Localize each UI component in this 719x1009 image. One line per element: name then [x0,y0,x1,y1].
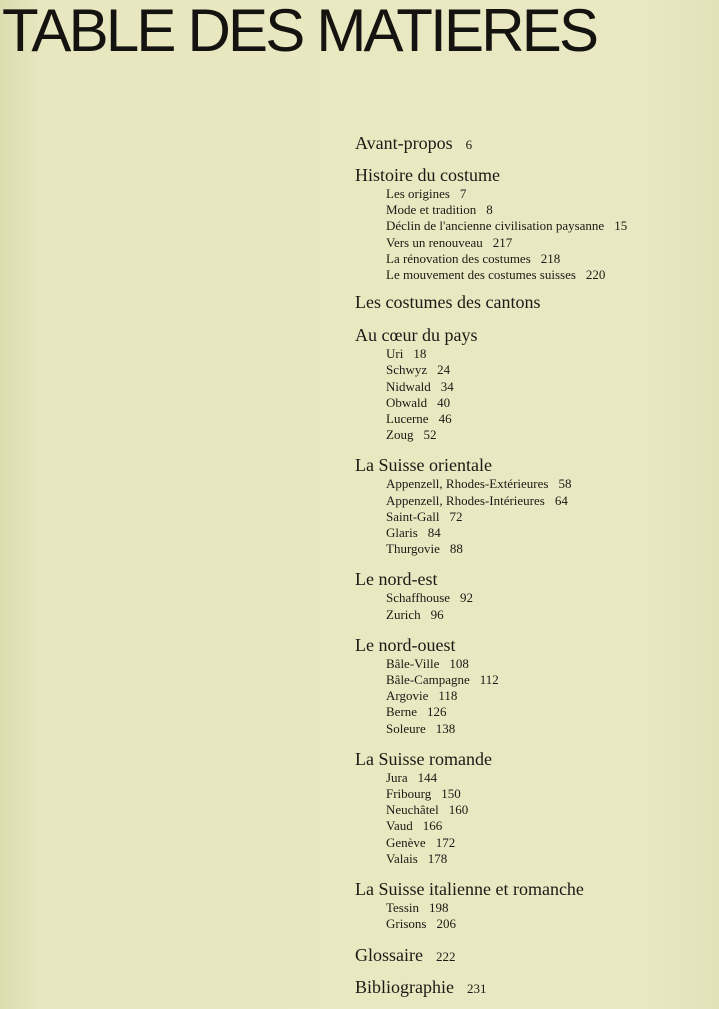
toc-entry [386,916,710,932]
toc-entry-label: Appenzell, Rhodes-Intérieures [386,492,545,508]
toc-entry-label: Uri [386,346,404,362]
toc-entry [386,251,710,267]
toc-entry-page: 218 [540,250,561,266]
toc-section-heading [355,878,710,900]
toc-entry-page: 24 [437,362,451,378]
toc-entry [386,202,710,218]
toc-entry-page: 8 [486,202,493,218]
toc-section-heading [355,944,710,968]
toc-entry-label: Tessin [386,900,420,916]
toc-section-heading [355,568,710,590]
toc-section-title: Avant-propos [355,133,453,153]
toc-entry [386,362,710,378]
toc-entry-label: Obwald [386,394,428,410]
toc-entry-label: Glaris [386,525,418,541]
toc-entry [386,835,710,851]
toc-entry-label: Zurich [386,606,421,622]
toc-entry [386,802,710,818]
toc-entry-page: 178 [427,850,448,866]
toc-entry [386,900,710,916]
toc-entry-page: 206 [436,916,456,932]
toc-section [355,878,710,932]
toc-section-title: La Suisse italienne et romanche [355,879,584,900]
toc-entry [386,688,710,704]
toc-entry [386,770,710,786]
toc-entry [386,267,710,283]
toc-entry-page: 220 [585,267,606,283]
toc-entry [386,607,710,623]
toc-entry-page: 160 [448,802,469,818]
toc-entry [386,786,710,802]
toc-entry-label: Zoug [386,427,414,443]
toc-entry-label: Argovie [386,688,429,704]
toc-section-title: Le nord-ouest [355,634,456,655]
toc-section-title: Au cœur du pays [355,325,478,346]
toc-entry [386,493,710,509]
toc-section [355,324,710,443]
toc-entry-label: Les origines [386,186,450,201]
toc-section [355,976,710,1000]
toc-entry-page: 72 [449,508,463,524]
toc-entry [386,379,710,395]
toc-entry [386,186,710,202]
toc-entry-label: Vers un renouveau [386,234,483,250]
toc-entry [386,476,710,492]
toc-entry-page: 46 [438,411,452,427]
toc-entry-list [355,476,710,557]
toc-entry-label: Fribourg [386,786,432,802]
toc-section [355,132,710,156]
toc-section-heading [355,132,710,156]
toc-entry [386,704,710,720]
table-of-contents [355,132,710,1000]
toc-section-title: La Suisse romande [355,748,492,769]
toc-entry-label: Soleure [386,720,426,736]
toc-section [355,568,710,622]
toc-entry [386,818,710,834]
toc-entry-label: Grisons [386,916,427,932]
toc-section-title: Bibliographie [355,976,454,997]
toc-entry-label: Nidwald [386,378,431,394]
page-title: TABLE DES MATIERES [2,0,597,64]
toc-section-page: 231 [466,980,487,996]
toc-entry-page: 144 [417,769,438,785]
toc-entry-label: Berne [386,704,418,720]
toc-section [355,164,710,283]
toc-entry-label: Bâle-Campagne [386,672,470,688]
toc-entry-label: La rénovation des costumes [386,250,531,266]
toc-entry-page: 52 [423,427,437,443]
toc-section-page: 222 [435,948,456,964]
toc-entry-page: 92 [460,590,474,606]
toc-entry [386,235,710,251]
toc-entry [386,218,710,234]
toc-section [355,454,710,557]
toc-entry-label: Jura [386,769,408,785]
toc-section-title: Le nord-est [355,569,438,590]
toc-entry-page: 40 [437,394,451,410]
toc-entry-page: 138 [435,720,456,736]
toc-entry-list [355,186,710,283]
toc-entry-label: Schwyz [386,362,428,378]
toc-entry-page: 150 [441,786,461,802]
toc-section-title: Les costumes des cantons [355,292,541,313]
toc-entry-label: Appenzell, Rhodes-Extérieures [386,476,549,492]
toc-entry-list [355,900,710,932]
toc-entry [386,411,710,427]
toc-entry [386,346,710,362]
toc-entry-list [355,656,710,737]
toc-section-title: Histoire du costume [355,165,500,185]
toc-entry-page: 118 [438,688,458,704]
toc-entry-label: Saint-Gall [386,508,440,524]
toc-entry [386,395,710,411]
toc-entry-page: 112 [479,672,499,688]
toc-section-heading [355,634,710,656]
toc-entry-label: Mode et tradition [386,202,477,218]
toc-entry-label: Thurgovie [386,541,440,557]
toc-entry-page: 15 [614,218,628,234]
toc-section-heading [355,454,710,476]
toc-entry-label: Déclin de l'ancienne civilisation paysanne [386,218,605,234]
toc-entry [386,656,710,672]
toc-entry-label: Schaffhouse [386,590,451,606]
toc-entry-label: Vaud [386,818,413,834]
toc-entry-page: 172 [435,834,456,850]
toc-entry-label: Lucerne [386,411,429,427]
toc-entry-list [355,590,710,622]
toc-entry-list [355,346,710,443]
toc-entry-label: Valais [386,850,418,866]
toc-entry [386,509,710,525]
toc-entry-page: 166 [422,818,443,834]
toc-section-heading [355,976,710,1000]
toc-entry-page: 7 [459,186,467,201]
toc-entry-page: 217 [492,234,513,250]
toc-entry-label: Le mouvement des costumes suisses [386,267,576,283]
toc-entry-page: 108 [449,655,469,671]
toc-entry-page: 58 [558,476,572,492]
toc-entry-page: 96 [430,606,444,622]
toc-entry [386,721,710,737]
toc-entry-page: 198 [429,900,449,916]
toc-section [355,748,710,867]
toc-entry-list [355,770,710,867]
toc-entry [386,427,710,443]
toc-section-page: 6 [465,137,473,152]
toc-section [355,291,710,313]
toc-entry-label: Neuchâtel [386,802,439,818]
toc-entry [386,672,710,688]
toc-section [355,634,710,737]
toc-section [355,944,710,968]
toc-section-heading [355,748,710,770]
toc-section-title: La Suisse orientale [355,455,492,476]
toc-entry [386,541,710,557]
toc-entry [386,525,710,541]
toc-entry [386,590,710,606]
toc-entry-page: 88 [449,541,463,557]
toc-entry-page: 84 [427,525,441,541]
toc-entry-label: Genève [386,834,426,850]
toc-section-heading [355,324,710,346]
toc-section-title: Glossaire [355,944,423,965]
toc-entry [386,851,710,867]
toc-entry-page: 126 [427,704,447,720]
toc-section-heading [355,291,710,313]
toc-entry-page: 64 [554,492,568,508]
toc-entry-page: 34 [440,378,454,394]
toc-section-heading [355,164,710,186]
toc-entry-page: 18 [413,346,427,362]
toc-entry-label: Bâle-Ville [386,655,440,671]
